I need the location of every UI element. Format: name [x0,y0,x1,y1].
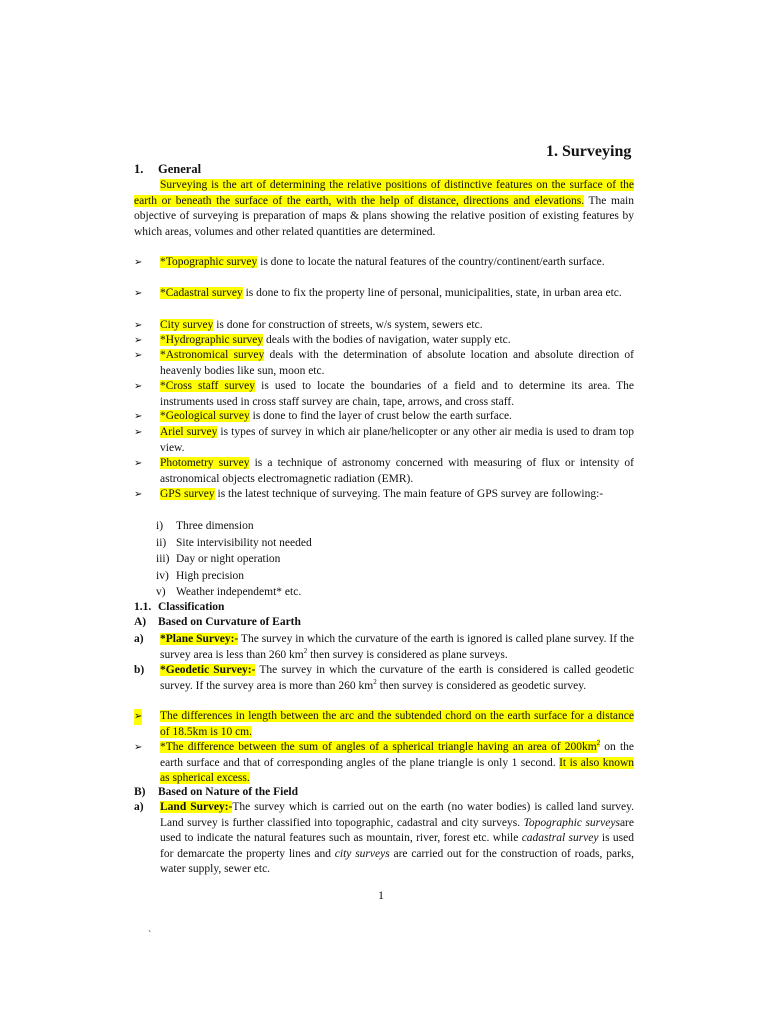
page-number: 1 [378,888,384,902]
land-survey-text: are used to indicate the natural features such as mountain, river, forest etc. while [160,816,634,844]
based-on-curvature-heading [134,616,301,628]
italic-term: city surveys [334,847,390,860]
arrow-bullet-icon: ➢ [134,257,143,268]
land-survey-term: Land Survey:- [160,801,233,813]
bullet-text: deals with the bodies of navigation, water supply etc. [263,334,511,346]
section-number: A) [134,616,147,628]
feature-text: Site intervisibility not needed [176,537,312,549]
intro-text: The main objective of surveying is preparation of maps & plans showing the relative position of existing features by which areas, volumes and other related quantities are determined. [134,194,634,238]
bullet-spherical-excess [134,740,634,787]
roman-numeral: iv) [156,570,169,582]
arrow-bullet-icon: ➢ [134,381,143,392]
geodetic-survey-text: The survey in which the curvature of the earth is considered is called geodetic survey. If the survey area is more than 260 km [160,664,634,692]
bullet-text: is used to locate the boundaries of a field and to determine its area. The instruments used in cross staff survey are chain, tape, arrows, and cross staff. [160,380,634,408]
land-survey-text: The survey which is carried out on the earth (no water bodies) is called land survey. Land survey is further classified into topographic, cadastral and city surveys. [160,801,634,829]
bullet-term: *Cadastral survey [160,287,243,299]
section-number: B) [134,786,146,798]
bullet-term: City survey [160,319,214,331]
arrow-bullet-icon: ➢ [134,709,142,725]
geodetic-survey-term: *Geodetic Survey:- [160,664,256,676]
arrow-bullet-icon: ➢ [134,320,143,331]
plane-survey-term: *Plane Survey:- [160,633,239,645]
roman-numeral: v) [156,586,166,598]
bullet-text: is the latest technique of surveying. The main feature of GPS survey are following:- [214,488,604,500]
section-label: Classification [158,601,225,613]
feature-text: Day or night operation [176,553,281,565]
spherical-text: on the earth surface and that of corresponding angles of the plane triangle is only 1 second. [160,741,634,769]
bullet-text: deals with the determination of absolute location and absolute direction of heavenly bodies like sun, moon etc. [160,349,634,377]
bullet-hydrographic [134,333,634,349]
stray-mark: ` [148,930,152,941]
bullet-arc-chord [134,709,634,740]
bullet-text: is a technique of astronomy concerned with measuring of flux or intensity of astronomical objects electromagnetic radiation (EMR). [160,457,635,485]
bullet-text: is done to find the layer of crust below the earth surface. [249,410,512,422]
arrow-bullet-icon: ➢ [134,350,143,361]
bullet-ariel [134,425,634,456]
bullet-cadastral [134,286,634,302]
roman-numeral: i) [156,520,164,532]
bullet-text: is done to locate the natural features of the country/continent/earth surface. [257,256,605,268]
italic-term: Topographic surveys [523,816,620,829]
bullet-geological [134,409,634,425]
based-on-nature-heading [134,786,298,798]
gps-feature-item [156,552,280,568]
arrow-bullet-icon: ➢ [134,489,143,500]
bullet-term: GPS survey [160,488,215,500]
feature-text: Weather independemt* etc. [176,586,302,598]
geodetic-survey-item [134,663,634,694]
arrow-bullet-icon: ➢ [134,427,143,438]
plane-survey-item [134,632,634,663]
bullet-term: Photometry survey [160,457,250,469]
item-letter: b) [134,664,145,676]
superscript: 2 [303,646,308,655]
bullet-gps [134,487,634,503]
bullet-cross-staff [134,379,634,410]
section-number: 1. [134,162,144,176]
arrow-bullet-icon: ➢ [134,742,143,753]
land-survey-item [134,800,634,878]
superscript: 2 [596,739,601,748]
arrow-bullet-icon: ➢ [134,458,143,469]
bullet-text: is types of survey in which air plane/helicopter or any other air media is used to dram top view. [160,426,634,454]
bullet-term: *Cross staff survey [160,380,256,392]
feature-text: High precision [176,570,245,582]
classification-heading [134,601,224,613]
feature-text: Three dimension [176,520,254,532]
gps-feature-item [156,536,312,552]
gps-feature-item [156,569,244,585]
land-survey-text: are carried out for the construction of roads, parks, water supply, sewer etc. [160,847,634,875]
section-general-heading [134,162,201,177]
intro-highlight: Surveying is the art of determining the relative positions of distinctive features on the surface of the earth or beneath the surface of the earth, with the help of distance, directions and elevations. [134,179,634,207]
section-label: General [158,162,202,176]
arrow-bullet-icon: ➢ [134,411,143,422]
spherical-text-highlight: *The difference between the sum of angles of a spherical triangle having an area of 200km [160,741,597,753]
bullet-term: *Geological survey [160,410,250,422]
bullet-topographic [134,255,634,271]
arrow-bullet-icon: ➢ [134,335,143,346]
superscript: 2 [373,677,377,686]
bullet-term: *Astronomical survey [160,349,265,361]
bullet-text: is done for construction of streets, w/s system, sewers etc. [213,319,483,331]
item-letter: a) [134,633,144,645]
bullet-term: *Topographic survey [160,256,258,268]
arrow-bullet-icon: ➢ [134,288,143,299]
arc-chord-text: The differences in length between the arc and the subtended chord on the earth surface for a distance of 18.5km is 10 cm. [160,710,634,738]
bullet-term: Ariel survey [160,426,218,438]
gps-feature-item [156,519,254,535]
spherical-excess-highlight: It is also known as spherical excess. [160,756,634,784]
plane-survey-text: The survey in which the curvature of the earth is ignored is called plane survey. If the survey area is less than 260 km [160,633,634,661]
gps-feature-item [156,585,301,601]
intro-paragraph [134,178,634,240]
bullet-photometry [134,456,634,487]
bullet-city [134,318,634,334]
section-label: Based on Curvature of Earth [158,616,301,628]
section-label: Based on Nature of the Field [158,786,299,798]
page-title: 1. Surveying [546,143,632,160]
italic-term: cadastral survey [521,832,599,844]
section-number: 1.1. [134,601,152,613]
land-survey-text: is used for demarcate the property lines and [160,832,634,860]
roman-numeral: iii) [156,553,170,565]
roman-numeral: ii) [156,537,167,549]
bullet-term: *Hydrographic survey [160,334,264,346]
bullet-astronomical [134,348,634,379]
bullet-text: is done to fix the property line of personal, municipalities, state, in urban area etc. [242,287,622,299]
plane-survey-text-2: then survey is considered as plane surveys. [307,648,508,661]
item-letter: a) [134,801,144,813]
geodetic-survey-text-2: then survey is considered as geodetic survey. [376,679,587,692]
